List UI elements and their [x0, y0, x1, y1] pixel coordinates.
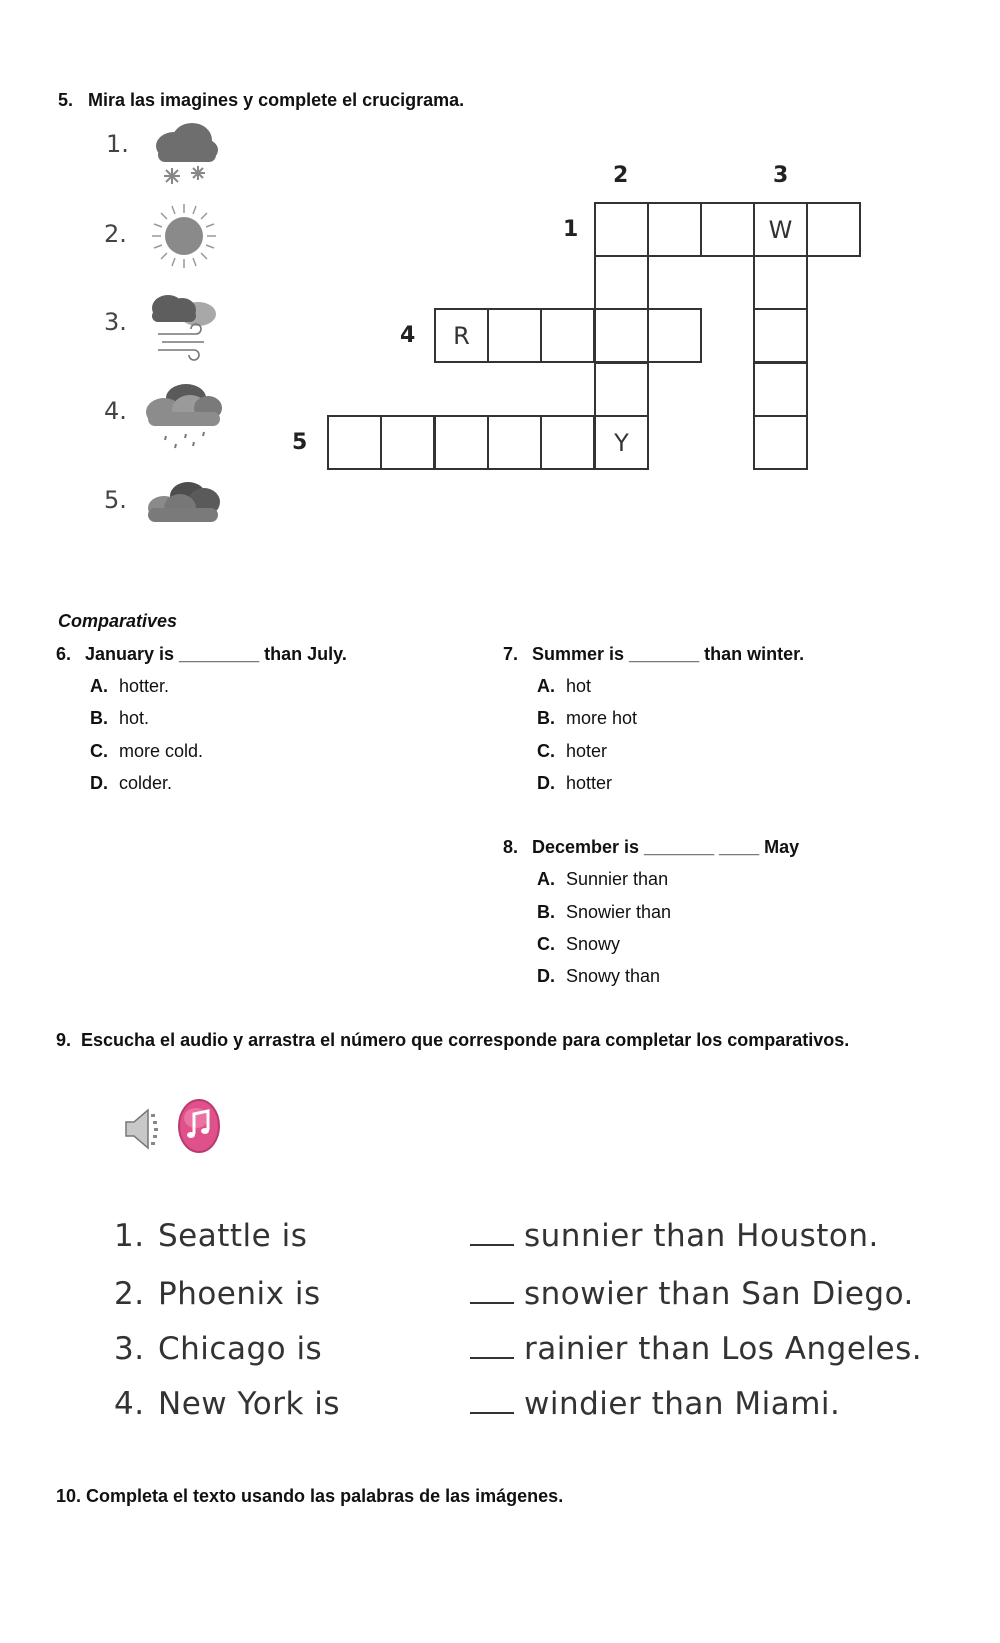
crossword-cell[interactable]: [434, 415, 489, 470]
subject-text: Chicago is: [158, 1331, 323, 1367]
crossword-cell[interactable]: [753, 308, 808, 363]
option-letter: D.: [537, 773, 555, 793]
crossword-cell[interactable]: [753, 362, 808, 417]
match-phrase-2: [470, 1276, 914, 1312]
option-letter: C.: [537, 741, 555, 761]
phrase-text: rainier than Los Angeles.: [524, 1331, 923, 1367]
clue-number-4: 4: [400, 323, 416, 348]
weather-num-5: 5.: [104, 486, 127, 514]
crossword-cell-given: Y: [594, 415, 649, 470]
option-text: hoter: [566, 741, 608, 761]
clue-number-5: 5: [292, 430, 308, 455]
weather-num-1: 1.: [106, 130, 129, 158]
clue-number-1: 1: [563, 217, 579, 242]
option-letter: A.: [537, 676, 555, 696]
option-letter: D.: [90, 773, 108, 793]
row-number: 4.: [114, 1386, 145, 1422]
crossword-cell[interactable]: [753, 255, 808, 310]
option-letter: B.: [537, 708, 555, 728]
q10-title: 10. Completa el texto usando las palabras de las imágenes.: [56, 1486, 564, 1506]
q7-number: 7.: [503, 644, 519, 664]
match-subject-4: [114, 1386, 340, 1422]
subject-text: Seattle is: [158, 1218, 308, 1254]
q8-option-c[interactable]: [537, 934, 620, 955]
crossword-cell[interactable]: [700, 202, 755, 257]
row-number: 3.: [114, 1331, 145, 1367]
drop-blank-3[interactable]: [470, 1337, 514, 1359]
q8-option-b[interactable]: [537, 902, 671, 923]
q5-title: 5. Mira las imagines y complete el crucigrama.: [58, 90, 465, 110]
crossword-cell[interactable]: [647, 308, 702, 363]
match-subject-2: [114, 1276, 321, 1312]
match-subject-1: [114, 1218, 307, 1254]
option-text: hotter.: [119, 676, 170, 696]
match-phrase-4: [470, 1386, 840, 1422]
q7-option-a[interactable]: [537, 676, 591, 697]
match-subject-3: [114, 1331, 322, 1367]
comparatives-heading: Comparatives: [58, 611, 178, 631]
drop-blank-1[interactable]: [470, 1224, 514, 1246]
option-letter: A.: [537, 869, 555, 889]
q7-option-b[interactable]: [537, 708, 637, 729]
q8-option-a[interactable]: [537, 869, 668, 890]
crossword-cell-given: W: [753, 202, 808, 257]
subject-text: Phoenix is: [158, 1276, 321, 1312]
crossword-cell[interactable]: [806, 202, 861, 257]
q6-option-c[interactable]: [90, 741, 203, 762]
row-number: 2.: [114, 1276, 145, 1312]
snow-cloud-icon: [150, 120, 222, 190]
speaker-icon[interactable]: [120, 1104, 164, 1154]
weather-num-4: 4.: [104, 397, 127, 425]
option-letter: A.: [90, 676, 108, 696]
option-text: more hot: [566, 708, 638, 728]
music-note-icon[interactable]: [176, 1098, 222, 1154]
crossword-cell[interactable]: [540, 415, 595, 470]
q6-stem: [56, 644, 347, 665]
phrase-text: snowier than San Diego.: [524, 1276, 914, 1312]
q7-option-d[interactable]: [537, 773, 612, 794]
option-text: hotter: [566, 773, 613, 793]
crossword-cell[interactable]: [487, 415, 542, 470]
cloud-icon: [144, 478, 224, 528]
crossword-cell[interactable]: [540, 308, 595, 363]
option-letter: B.: [90, 708, 108, 728]
clue-number-2: 2: [613, 163, 629, 188]
row-number: 1.: [114, 1218, 145, 1254]
option-letter: D.: [537, 966, 555, 986]
weather-num-3: 3.: [104, 308, 127, 336]
phrase-text: sunnier than Houston.: [524, 1218, 879, 1254]
rain-cloud-icon: [142, 378, 226, 458]
q6-number: 6.: [56, 644, 72, 664]
crossword-cell[interactable]: [594, 308, 649, 363]
option-text: Snowy: [566, 934, 621, 954]
option-letter: B.: [537, 902, 555, 922]
option-letter: C.: [90, 741, 108, 761]
clue-number-3: 3: [773, 163, 789, 188]
crossword-cell[interactable]: [594, 255, 649, 310]
crossword-cell[interactable]: [594, 202, 649, 257]
subject-text: New York is: [158, 1386, 341, 1422]
crossword-cell[interactable]: [327, 415, 382, 470]
wind-cloud-icon: [148, 290, 222, 364]
match-phrase-3: [470, 1331, 922, 1367]
q8-stem: [503, 837, 799, 858]
option-letter: C.: [537, 934, 555, 954]
option-text: hot.: [119, 708, 150, 728]
q7-text: Summer is _______ than winter.: [532, 644, 805, 664]
option-text: Sunnier than: [566, 869, 669, 889]
crossword-cell[interactable]: [753, 415, 808, 470]
q6-option-d[interactable]: [90, 773, 172, 794]
match-phrase-1: [470, 1218, 879, 1254]
q7-option-c[interactable]: [537, 741, 607, 762]
option-text: more cold.: [119, 741, 204, 761]
q7-stem: [503, 644, 804, 665]
option-text: Snowy than: [566, 966, 661, 986]
q8-text: December is _______ ____ May: [532, 837, 800, 857]
crossword-cell[interactable]: [647, 202, 702, 257]
q6-option-a[interactable]: [90, 676, 169, 697]
phrase-text: windier than Miami.: [524, 1386, 841, 1422]
option-text: Snowier than: [566, 902, 672, 922]
crossword-cell[interactable]: [487, 308, 542, 363]
q6-option-b[interactable]: [90, 708, 149, 729]
drop-blank-2[interactable]: [470, 1282, 514, 1304]
q8-option-d[interactable]: [537, 966, 660, 987]
drop-blank-4[interactable]: [470, 1392, 514, 1414]
q6-text: January is ________ than July.: [85, 644, 347, 664]
option-text: colder.: [119, 773, 173, 793]
crossword-cell-given: R: [434, 308, 489, 363]
option-text: hot: [566, 676, 592, 696]
crossword-cell[interactable]: [594, 362, 649, 417]
crossword-cell[interactable]: [380, 415, 435, 470]
weather-num-2: 2.: [104, 220, 127, 248]
q8-number: 8.: [503, 837, 519, 857]
sun-icon: [150, 202, 218, 270]
q9-title: 9. Escucha el audio y arrastra el número que corresponde para completar los comparativos.: [56, 1030, 850, 1050]
